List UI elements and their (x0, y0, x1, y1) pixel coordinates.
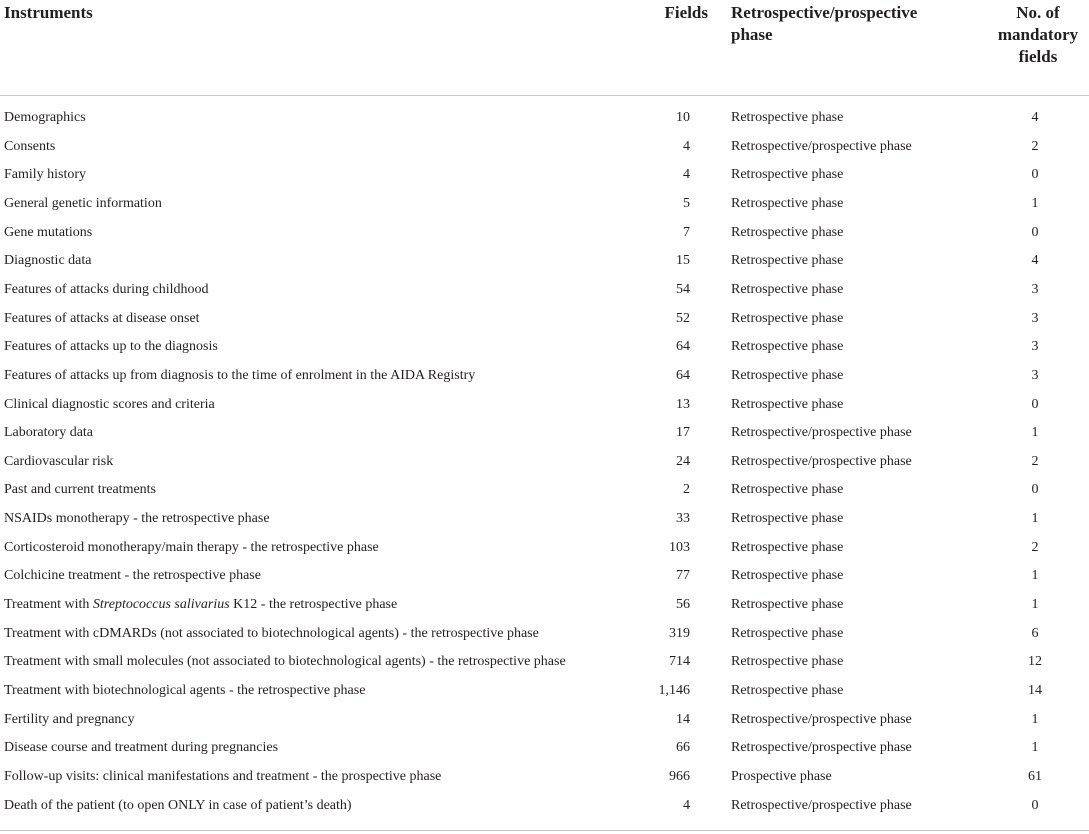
table-row (0, 305, 1089, 334)
table-row (0, 706, 1089, 735)
mandatory-cell: 1 (1031, 425, 1039, 441)
instrument-cell: Features of attacks at disease onset (4, 310, 200, 326)
instrument-text-part: Treatment with (4, 597, 93, 613)
phase-cell: Retrospective phase (731, 339, 844, 355)
mandatory-cell: 1 (1031, 195, 1039, 211)
fields-cell: 15 (676, 253, 690, 269)
table-row (0, 534, 1089, 563)
phase-cell: Retrospective phase (731, 367, 844, 383)
mandatory-cell: 6 (1031, 625, 1039, 641)
phase-cell: Retrospective phase (731, 224, 844, 240)
fields-cell: 4 (683, 167, 690, 183)
fields-cell: 4 (683, 138, 690, 154)
header-mandatory-line2: mandatory (997, 25, 1079, 44)
phase-cell: Retrospective phase (731, 195, 844, 211)
mandatory-cell: 0 (1031, 482, 1039, 498)
phase-cell: Retrospective phase (731, 281, 844, 297)
instrument-cell: Treatment with biotechnological agents - the retrospective phase (4, 683, 366, 698)
table-row (0, 476, 1089, 505)
phase-cell: Retrospective phase (731, 568, 844, 584)
table-row (0, 763, 1089, 792)
instrument-cell (4, 597, 397, 613)
header-fields: Fields (664, 3, 708, 22)
table-row (0, 362, 1089, 391)
instrument-cell: Fertility and pregnancy (4, 711, 135, 727)
table-row (0, 133, 1089, 162)
fields-cell: 33 (676, 511, 690, 527)
table-row (0, 734, 1089, 763)
mandatory-cell: 4 (1031, 110, 1039, 125)
fields-cell: 77 (676, 568, 690, 584)
instrument-cell: Features of attacks during childhood (4, 281, 209, 297)
phase-cell: Retrospective phase (731, 310, 844, 326)
mandatory-cell: 3 (1031, 310, 1039, 326)
mandatory-cell: 61 (1028, 768, 1042, 784)
instrument-cell: Consents (4, 138, 56, 154)
phase-cell: Retrospective phase (731, 253, 844, 269)
table-row (0, 190, 1089, 219)
table-row (0, 591, 1089, 620)
table-row (0, 620, 1089, 649)
instrument-cell: Diagnostic data (4, 253, 92, 269)
phase-cell: Retrospective phase (731, 511, 844, 527)
mandatory-cell: 1 (1031, 597, 1039, 613)
phase-cell: Retrospective/prospective phase (731, 740, 912, 756)
fields-cell: 66 (676, 740, 690, 756)
header-mandatory-line1: No. of (1016, 3, 1060, 22)
phase-cell: Retrospective/prospective phase (731, 425, 912, 441)
table-row (0, 333, 1089, 362)
instrument-text-part: K12 - the retrospective phase (229, 597, 398, 613)
instrument-cell: Features of attacks up from diagnosis to the time of enrolment in the AIDA Registry (4, 367, 476, 383)
mandatory-cell: 3 (1031, 281, 1039, 297)
phase-cell: Retrospective/prospective phase (731, 138, 912, 154)
instrument-cell: Demographics (4, 110, 86, 125)
table-row (0, 505, 1089, 534)
fields-cell: 52 (676, 310, 690, 326)
phase-cell: Prospective phase (731, 768, 832, 784)
instrument-cell: Family history (4, 167, 87, 183)
table-row (0, 161, 1089, 190)
fields-cell: 5 (683, 195, 690, 211)
table-row (0, 419, 1089, 448)
fields-cell: 13 (676, 396, 690, 412)
mandatory-cell: 0 (1031, 797, 1039, 813)
mandatory-cell: 3 (1031, 367, 1039, 383)
table-row (0, 391, 1089, 420)
fields-cell: 17 (676, 425, 690, 441)
table-header (0, 0, 1089, 96)
table-row (0, 562, 1089, 591)
phase-cell: Retrospective phase (731, 539, 844, 555)
instrument-cell: Follow-up visits: clinical manifestations and treatment - the prospective phase (4, 768, 442, 784)
fields-cell: 103 (669, 539, 690, 555)
fields-cell: 24 (676, 453, 690, 469)
instrument-cell: Corticosteroid monotherapy/main therapy - the retrospective phase (4, 539, 379, 555)
table-row (0, 276, 1089, 305)
instrument-text-part: Streptococcus salivarius (92, 597, 230, 613)
phase-cell: Retrospective phase (731, 683, 844, 698)
mandatory-cell: 0 (1031, 167, 1039, 183)
fields-cell: 2 (683, 482, 690, 498)
instrument-cell: Features of attacks up to the diagnosis (4, 339, 218, 355)
mandatory-cell: 2 (1031, 138, 1039, 154)
instrument-cell: Death of the patient (to open ONLY in case of patient’s death) (4, 797, 352, 813)
instrument-cell: Clinical diagnostic scores and criteria (4, 396, 215, 412)
mandatory-cell: 0 (1031, 224, 1039, 240)
phase-cell: Retrospective/prospective phase (731, 797, 912, 813)
instrument-cell: Treatment with small molecules (not associated to biotechnological agents) - the retrospective phase (4, 654, 566, 670)
header-mandatory (990, 2, 1086, 68)
table-row (0, 247, 1089, 276)
instrument-cell: Cardiovascular risk (4, 453, 114, 469)
phase-cell: Retrospective phase (731, 482, 844, 498)
mandatory-cell: 12 (1028, 654, 1042, 670)
instrument-cell: Laboratory data (4, 425, 94, 441)
phase-cell: Retrospective phase (731, 167, 844, 183)
instrument-cell: Colchicine treatment - the retrospective phase (4, 568, 261, 584)
mandatory-cell: 3 (1031, 339, 1039, 355)
mandatory-cell: 1 (1031, 568, 1039, 584)
mandatory-cell: 2 (1031, 453, 1039, 469)
table-row (0, 219, 1089, 248)
table-row (0, 792, 1089, 821)
fields-cell: 966 (669, 768, 690, 784)
table-row (0, 104, 1089, 133)
fields-cell: 64 (676, 367, 690, 383)
mandatory-cell: 1 (1031, 511, 1039, 527)
table-row (0, 448, 1089, 477)
fields-cell: 14 (676, 711, 690, 727)
mandatory-cell: 1 (1031, 711, 1039, 727)
header-mandatory-line3: fields (1018, 47, 1058, 66)
phase-cell: Retrospective/prospective phase (731, 453, 912, 469)
phase-cell: Retrospective phase (731, 396, 844, 412)
phase-cell: Retrospective phase (731, 625, 844, 641)
mandatory-cell: 4 (1031, 253, 1039, 269)
fields-cell: 64 (676, 339, 690, 355)
phase-cell: Retrospective phase (731, 110, 844, 125)
fields-cell: 714 (669, 654, 690, 670)
fields-cell: 56 (676, 597, 690, 613)
header-rule (0, 95, 1089, 96)
fields-cell: 319 (669, 625, 690, 641)
fields-cell: 4 (683, 797, 690, 813)
header-phase: Retrospective/prospective phase (731, 3, 918, 44)
bottom-rule (0, 830, 1089, 831)
fields-cell: 7 (683, 224, 690, 240)
instrument-cell: Treatment with cDMARDs (not associated to biotechnological agents) - the retrospective phase (4, 625, 539, 641)
table-row (0, 677, 1089, 706)
phase-cell: Retrospective/prospective phase (731, 711, 912, 727)
mandatory-cell: 1 (1031, 740, 1039, 756)
mandatory-cell: 0 (1031, 396, 1039, 412)
mandatory-cell: 14 (1028, 683, 1042, 698)
instrument-cell: Past and current treatments (4, 482, 157, 498)
mandatory-cell: 2 (1031, 539, 1039, 555)
fields-cell: 54 (676, 281, 690, 297)
phase-cell: Retrospective phase (731, 597, 844, 613)
instrument-cell: Disease course and treatment during pregnancies (4, 740, 279, 756)
instrument-cell: Gene mutations (4, 224, 93, 240)
phase-cell: Retrospective phase (731, 654, 844, 670)
fields-cell: 1,146 (658, 683, 690, 698)
instrument-cell: NSAIDs monotherapy - the retrospective phase (4, 511, 270, 527)
header-instruments: Instruments (4, 3, 93, 22)
table-row (0, 648, 1089, 677)
fields-cell: 10 (676, 110, 690, 125)
instrument-cell: General genetic information (4, 195, 162, 211)
